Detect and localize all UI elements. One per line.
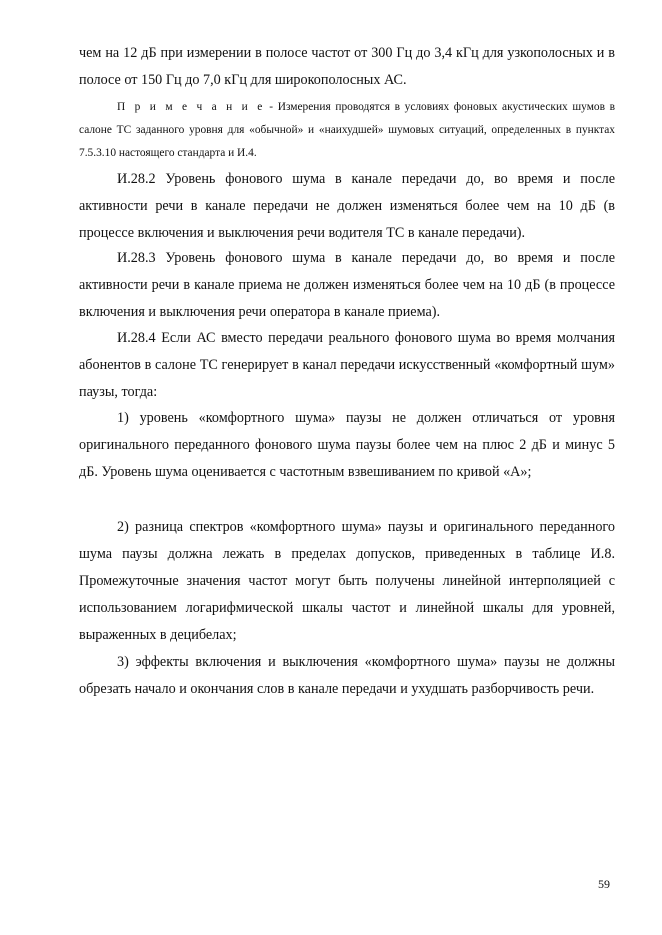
list-item-1: 1) уровень «комфортного шума» паузы не должен отличаться от уровня оригинального переданного фонового шума паузы более чем на плюс 2 дБ и минус 5 дБ. Уровень шума оценивается с частотным взвешиванием по кривой «А»; (79, 410, 615, 480)
list-item-2: 2) разница спектров «комфортного шума» паузы и оригинального переданного шума паузы должна лежать в пределах допусков, приведенных в таблице И.8. Промежуточные значения частот могут быть получены линейной интерполяцией с использованием логарифмической шкалы частот и линейной шкалы для уровней, выраженных в децибелах; (79, 519, 615, 643)
page-number: 59 (598, 877, 610, 891)
note-label: П р и м е ч а н и е (117, 101, 265, 113)
note-text: - Измерения проводятся в условиях фоновых акустических шумов в салоне ТС заданного уровня для «обычной» и «наихудшей» шумовых ситуаций, определенных в пунктах 7.5.3.10 настоящего стандарта и И.4. (79, 101, 615, 159)
list-item-3: 3) эффекты включения и выключения «комфортного шума» паузы не должны обрезать начало и окончания слов в канале передачи и ухудшать разборчивость речи. (79, 654, 615, 697)
paragraph-i28-3: И.28.3 Уровень фонового шума в канале передачи до, во время и после активности речи в канале приема не должен изменяться более чем на 10 дБ (в процессе включения и выключения речи оператора в канале приема). (79, 250, 615, 320)
paragraph-i28-2: И.28.2 Уровень фонового шума в канале передачи до, во время и после активности речи в канале передачи не должен изменяться более чем на 10 дБ (в процессе включения и выключения речи водителя ТС в канале передачи). (79, 171, 615, 241)
note-paragraph (79, 96, 615, 165)
paragraph-continuation: чем на 12 дБ при измерении в полосе частот от 300 Гц до 3,4 кГц для узкополосных и в полосе от 150 Гц до 7,0 кГц для широкополосных АС. (79, 45, 615, 88)
paragraph-i28-4: И.28.4 Если АС вместо передачи реального фонового шума во время молчания абонентов в салоне ТС генерирует в канал передачи искусственный «комфортный шум» паузы, тогда: (79, 330, 615, 400)
